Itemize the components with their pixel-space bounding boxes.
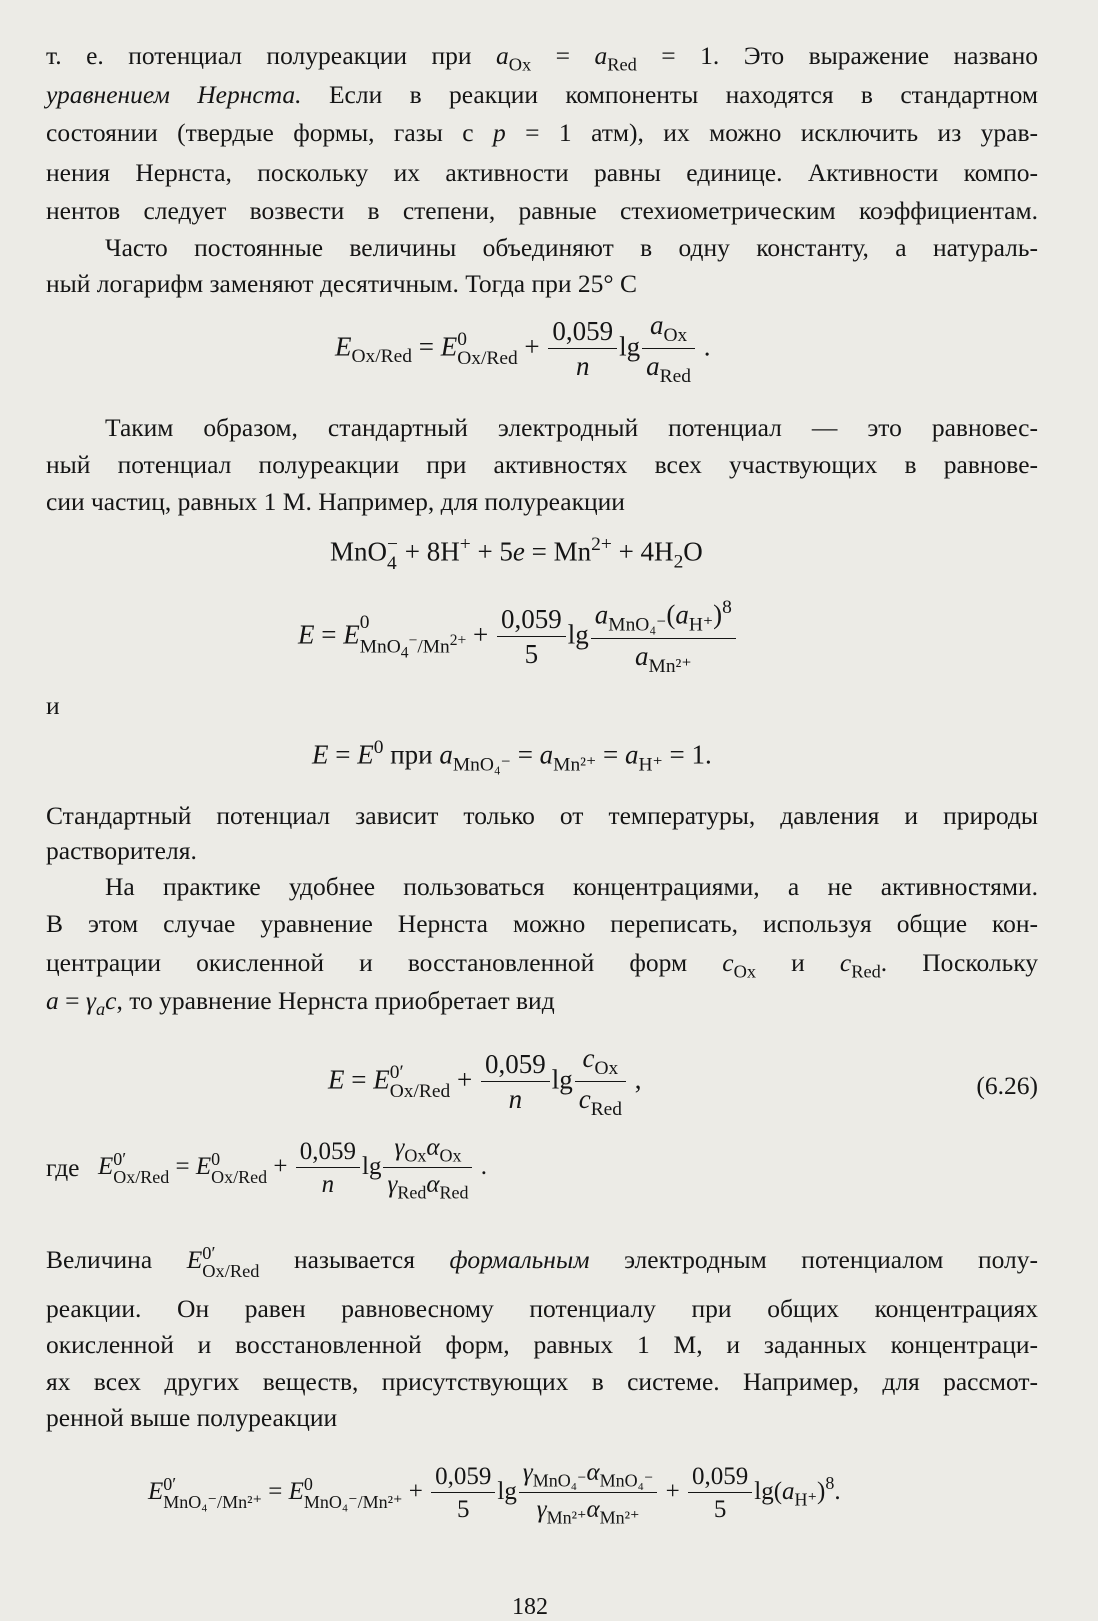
equation-number: (6.26) (976, 1071, 1038, 1100)
equation-standard-condition: $E = E^0$ при $a_{MnO_4^-} = a_{Mn^{2+}} = a_{H^+} = 1$. (312, 737, 712, 776)
text-line: ный логарифм заменяют десятичным. Тогда при 25° С (46, 269, 637, 298)
term-nernst-equation: уравнением Нернста. (46, 80, 302, 109)
text-line: т. е. потенциал полуреакции при $a_{Ox} = a_{Red} = 1$. Это выражение названо (46, 41, 1038, 75)
equation-nernst-log: $E_{Ox/Red} = E$ 0 Ox/Red + $\frac{0,059}{n}$ lg $\frac{a_{Ox}}{a_{Red}}$ . (335, 310, 711, 388)
text-line: уравнением Нернста. Если в реакции компоненты находятся в стандартном (46, 80, 1038, 109)
equation-reaction: MnO − 4 + $8H^+ + 5e = Mn^{2+} + 4H_2O$ (330, 534, 703, 575)
equation-formal-potential-definition: E 0′ Ox/Red = E 0 Ox/Red + $\frac{0,059}{n}$ lg $\frac{\gamma_{Ox}\alpha_{Ox}}{\gamma_{Red}\alpha_{Red}}$ . (98, 1134, 487, 1203)
text-line: состоянии (твердые формы, газы с p = 1 атм), их можно исключить из урав- (46, 118, 1039, 147)
text-line: сии частиц, равных 1 М. Например, для полуреакции (46, 487, 625, 516)
equation-formal-nernst: E = E 0′ Ox/Red + $\frac{0,059}{n}$ lg $\frac{c_{Ox}}{c_{Red}}$ , (328, 1043, 642, 1121)
equation-mno4-potential: E = E 0 $MnO_4^-/Mn^{2+}$ + $\frac{0,059}{5}$ lg $\frac{a_{MnO_4^-}(a_{H^+})^8}{a_{Mn^{2+}}}$ (298, 598, 738, 676)
text-line: В этом случае уравнение Нернста можно переписать, используя общие кон- (46, 909, 1038, 938)
text-line: ренной выше полуреакции (46, 1403, 338, 1432)
text-line: реакции. Он равен равновесному потенциалу при общих концентрациях (46, 1294, 1038, 1323)
text-line: где (46, 1153, 80, 1182)
equation-formal-mno4: E 0′ MnO₄⁻/Mn²⁺ = E 0 MnO₄⁻/Mn²⁺ + $\frac{0,059}{5}$ lg $\frac{\gamma_{MnO_4^-}\alpha_{MnO_4^-}}{\gamma_{Mn^{2+}}\alpha_{Mn^{2+}}}$ + $\frac{0,059}{5}$ $\lg(a_{H^+})^8$. (148, 1459, 841, 1528)
text-line: окисленной и восстановленной форм, равных 1 М, и заданных концентраци- (46, 1330, 1038, 1359)
text-line: нентов следует возвести в степени, равные стехиометрическим коэффициентам. (46, 196, 1038, 225)
text-line: нения Нернста, поскольку их активности равны единице. Активности компо- (46, 158, 1038, 187)
text-line: Величина E 0′ Ox/Red называется формальным электродным потенциалом полу- (46, 1242, 1039, 1282)
text-line: ный потенциал полуреакции при активностях всех участвующих в равнове- (46, 450, 1038, 479)
text-line: Таким образом, стандартный электродный потенциал — это равновес- (105, 413, 1038, 442)
text-line: Часто постоянные величины объединяют в одну константу, а натураль- (105, 233, 1038, 262)
text-line: На практике удобнее пользоваться концентрациями, а не активностями. (105, 872, 1038, 901)
text-line: центрации окисленной и восстановленной форм $c_{Ox}$ и $c_{Red}$. Поскольку (46, 948, 1039, 982)
text-line: и (46, 691, 60, 720)
text-line: ях всех других веществ, присутствующих в системе. Например, для рассмот- (46, 1367, 1038, 1396)
page-number: 182 (512, 1594, 548, 1620)
term-formal: формальным (449, 1245, 590, 1274)
text-line: $a = \gamma_ac$, то уравнение Нернста приобретает вид (46, 986, 555, 1020)
text-line: Стандартный потенциал зависит только от температуры, давления и природы (46, 801, 1038, 830)
text-line: растворителя. (46, 836, 197, 865)
